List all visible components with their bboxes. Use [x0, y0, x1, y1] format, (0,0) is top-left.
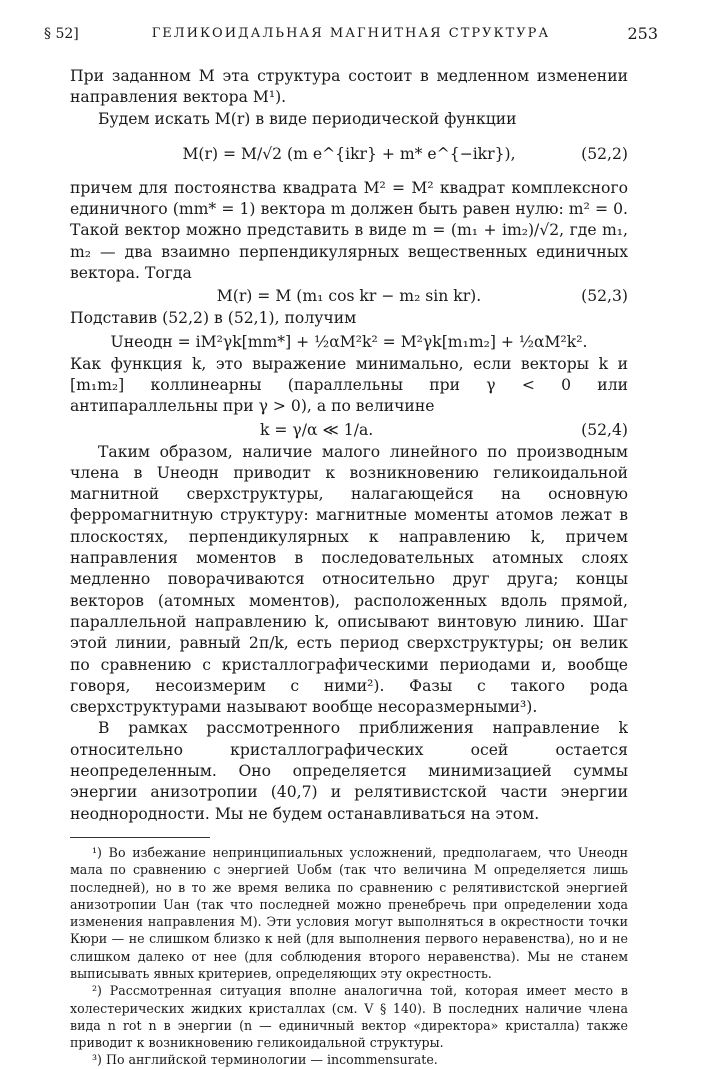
paragraph: Таким образом, наличие малого линейного по производным члена в Uнеодн приводит к возникновению геликоидальной магнитной сверхструктуры, налагающейся на основную ферромагнитную структуру: магнитные моменты атомов лежат в плоскостях, перпендикулярных к направлению k, причем направления моментов в последовательных атомных слоях медленно поворачиваются относительно друг друга; концы векторов (атомных моментов), расположенных вдоль прямой, параллельной направлению k, описывают винтовую линию. Шаг этой линии, равный 2π/k, есть период сверхструктуры; он велик по сравнению с кристаллографическими периодами и, вообще говоря, несоизмерим с ними²). Фазы с такого рода сверхструктурами называют вообще несоразмерными³).	[70, 442, 628, 717]
footnote: ³) По английской терминологии — incommensurate.	[92, 1052, 438, 1068]
paragraph: Будем искать M(r) в виде периодической функции	[98, 109, 517, 128]
paragraph: причем для постоянства квадрата M² = M² квадрат комплексного единичного (mm* = 1) вектора m должен быть равен нулю: m² = 0. Такой вектор можно представить в виде m = (m₁ + im₂)/√2, где m₁, m₂ — два взаимно перпендикулярных вещественных единичных вектора. Тогда	[70, 178, 628, 283]
equation-energy	[70, 330, 628, 354]
footnote-divider	[70, 837, 210, 838]
running-title: ГЕЛИКОИДАЛЬНАЯ МАГНИТНАЯ СТРУКТУРА	[151, 26, 551, 41]
paragraph: При заданном M эта структура состоит в медленном изменении направления вектора M¹).	[70, 67, 628, 107]
equation-52-4	[70, 418, 628, 442]
paragraph: В рамках рассмотренного приближения направление k относительно кристаллографических осей остается неопределенным. Оно определяется минимизацией суммы энергии анизотропии (40,7) и релятивистской части энергии неоднородности. Мы не будем останавливаться на этом.	[70, 719, 628, 823]
equation-formula: k = γ/α ≪ 1/a.	[260, 420, 374, 439]
footnotes	[70, 844, 628, 1069]
page-number: 253	[627, 24, 658, 43]
equation-formula: M(r) = M (m₁ cos kr − m₂ sin kr).	[216, 287, 482, 306]
footnote: ¹) Во избежание непринципиальных усложнений, предполагаем, что Uнеодн мала по сравнению с энергией Uобм (так что величина M определяется лишь последней), но в то же время велика по сравнению с релятивистской энергией анизотропии Uан (так что последней можно пренебречь при определении хода изменения направления M). Эти условия могут выполняться в окрестности точки Кюри — не слишком близко к ней (для выполнения первого неравенства), но и не слишком далеко от нее (для соблюдения второго неравенства). Мы не станем выписывать явных критериев, определяющих эту окрестность.	[70, 844, 628, 981]
footnote: ²) Рассмотренная ситуация вполне аналогична той, которая имеет место в холестерических жидких кристаллах (см. V § 140). В последних наличие члена вида n rot n в энергии (n — единичный вектор «директора» кристалла) также приводит к возникновению геликоидальной структуры.	[70, 983, 628, 1051]
section-ref: § 52]	[44, 26, 79, 42]
equation-formula: M(r) = M/√2 (m e^{ikr} + m* e^{−ikr}),	[182, 144, 516, 163]
equation-number: (52,4)	[581, 420, 628, 439]
paragraph: Подставив (52,2) в (52,1), получим	[70, 309, 357, 328]
equation-formula: Uнеодн = iM²γk[mm*] + ½αM²k² = M²γk[m₁m₂] + ½αM²k².	[110, 332, 588, 351]
equation-52-3	[70, 284, 628, 308]
equation-number: (52,2)	[581, 144, 628, 163]
equation-52-2	[70, 130, 628, 178]
main-text	[70, 66, 628, 1069]
paragraph: Как функция k, это выражение минимально, если векторы k и [m₁m₂] коллинеарны (параллельны при γ < 0 или антипараллельны при γ > 0), а по величине	[70, 354, 628, 416]
running-header	[44, 22, 658, 46]
equation-number: (52,3)	[581, 287, 628, 306]
